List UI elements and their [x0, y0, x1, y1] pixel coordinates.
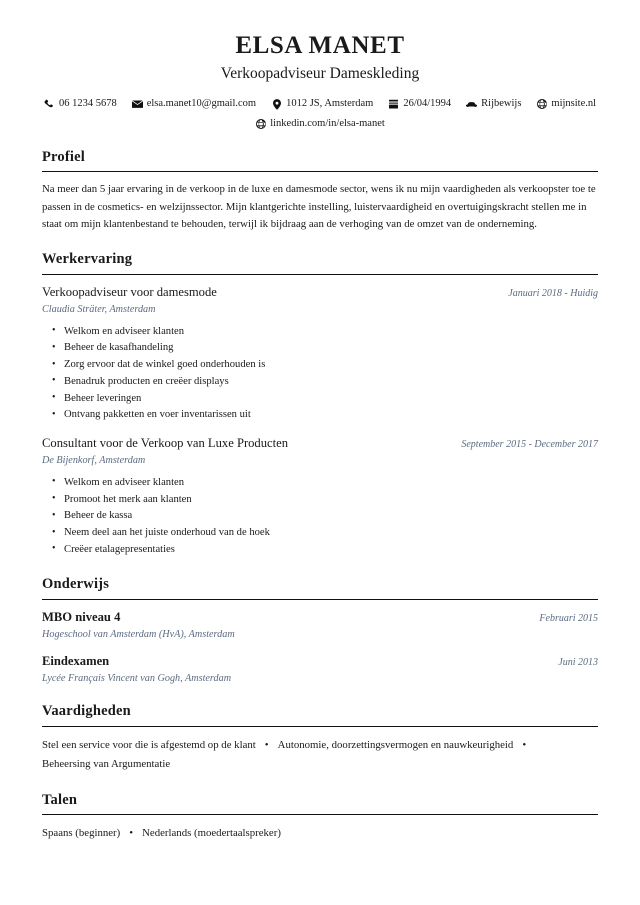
- globe-icon: [536, 99, 547, 110]
- skills-list: [42, 736, 598, 774]
- bullet-separator-icon: [256, 736, 278, 755]
- section-title-experience: Werkervaring: [42, 251, 133, 268]
- list-item: • Beheer leveringen: [50, 391, 598, 408]
- contact-row-secondary: [42, 117, 598, 131]
- resume-header: [42, 32, 598, 131]
- candidate-job-title: Verkoopadviseur Dameskleding: [220, 64, 420, 82]
- section-divider: [42, 814, 598, 815]
- degree-date: Juni 2013: [558, 656, 598, 668]
- section-divider: [42, 599, 598, 600]
- job-title: Verkoopadviseur voor damesmode: [42, 284, 217, 299]
- list-item: • Beheer de kasafhandeling: [50, 340, 598, 357]
- section-title-profile: Profiel: [42, 148, 86, 165]
- school-name: Lycée Français Vincent van Gogh, Amsterdam: [42, 672, 232, 684]
- entry-header: [42, 609, 598, 626]
- phone-icon: [44, 99, 55, 110]
- job-responsibility-list: [42, 324, 598, 424]
- bullet-separator-icon: [513, 736, 535, 755]
- globe-icon: [255, 118, 266, 129]
- section-languages: [42, 792, 598, 844]
- job-title: Consultant voor de Verkoop van Luxe Producten: [42, 436, 289, 451]
- section-title-education: Onderwijs: [42, 576, 110, 593]
- list-item: • Promoot het merk aan klanten: [50, 492, 598, 509]
- contact-linkedin[interactable]: [255, 117, 385, 131]
- candidate-name: ELSA MANET: [235, 32, 405, 59]
- education-entry: [42, 653, 598, 686]
- contact-location[interactable]: [271, 97, 373, 111]
- contact-driving-licence-text: Rijbewijs: [481, 98, 522, 110]
- list-item: • Ontvang pakketten en voer inventarissen uit: [50, 407, 598, 424]
- list-item: • Creëer etalagepresentaties: [50, 542, 598, 559]
- skill-item: Stel een service voor die is afgestemd op de klant: [42, 738, 256, 751]
- section-profile: [42, 149, 598, 234]
- section-divider: [42, 726, 598, 727]
- skill-item: Autonomie, doorzettingsvermogen en nauwkeurigheid: [277, 738, 514, 751]
- skill-item: Beheersing van Argumentatie: [42, 758, 171, 771]
- experience-entry: [42, 284, 598, 424]
- contact-email-text: elsa.manet10@gmail.com: [146, 98, 257, 110]
- languages-list: [42, 824, 598, 843]
- section-divider: [42, 274, 598, 275]
- section-skills: [42, 703, 598, 774]
- job-company: De Bijenkorf, Amsterdam: [42, 455, 146, 467]
- contact-website-text: mijnsite.nl: [551, 98, 597, 110]
- language-item: Nederlands (moedertaalspreker): [142, 827, 281, 840]
- entry-header: [42, 435, 598, 452]
- job-date-range: Januari 2018 - Huidig: [508, 287, 598, 299]
- list-item: • Beheer de kassa: [50, 508, 598, 525]
- list-item: • Neem deel aan het juiste onderhoud van de hoek: [50, 525, 598, 542]
- location-pin-icon: [271, 99, 282, 110]
- contact-row-primary: [42, 97, 598, 111]
- calendar-icon: [388, 99, 399, 110]
- contact-driving-licence[interactable]: [466, 97, 521, 111]
- section-title-skills: Vaardigheden: [42, 703, 131, 720]
- list-item: • Welkom en adviseer klanten: [50, 475, 598, 492]
- entry-header: [42, 284, 598, 301]
- contact-birthdate[interactable]: [388, 97, 451, 111]
- contact-website[interactable]: [536, 97, 596, 111]
- degree-title: Eindexamen: [42, 653, 110, 668]
- entry-header: [42, 653, 598, 670]
- list-item: • Zorg ervoor dat de winkel goed onderhouden is: [50, 357, 598, 374]
- bullet-separator-icon: [120, 824, 142, 843]
- section-divider: [42, 171, 598, 172]
- contact-birthdate-text: 26/04/1994: [403, 98, 452, 110]
- language-item: Spaans (beginner): [42, 827, 121, 840]
- email-icon: [132, 99, 143, 110]
- contact-phone[interactable]: [44, 97, 117, 111]
- job-responsibility-list: [42, 475, 598, 559]
- list-item: • Welkom en adviseer klanten: [50, 324, 598, 341]
- contact-location-text: 1012 JS, Amsterdam: [286, 98, 374, 110]
- car-icon: [466, 99, 477, 110]
- school-name: Hogeschool van Amsterdam (HvA), Amsterdam: [42, 628, 235, 640]
- section-title-languages: Talen: [42, 791, 78, 808]
- contact-email[interactable]: [132, 97, 256, 111]
- contact-linkedin-text: linkedin.com/in/elsa-manet: [270, 117, 385, 129]
- experience-entry: [42, 435, 598, 558]
- section-education: [42, 576, 598, 685]
- education-entry: [42, 609, 598, 642]
- degree-date: Februari 2015: [539, 612, 598, 624]
- contact-phone-text: 06 1234 5678: [58, 98, 117, 110]
- profile-paragraph: Na meer dan 5 jaar ervaring in de verkoop in de luxe en damesmode sector, wens ik nu mijn vaardigheden als verkoopster toe te passen in de cosmetics- en welzijnssector. Mijn klantgerichte instelling, luistervaardigheid en overtuigingskracht stellen me in staat om mijn klantenbestand te behouden, terwijl ik bijdraag aan de verhoging van de omzet van de onderneming.: [42, 183, 596, 230]
- job-date-range: September 2015 - December 2017: [461, 439, 598, 451]
- list-item: • Benadruk producten en creëer displays: [50, 374, 598, 391]
- degree-title: MBO niveau 4: [42, 609, 121, 624]
- job-company: Claudia Sträter, Amsterdam: [42, 303, 156, 315]
- section-experience: [42, 251, 598, 558]
